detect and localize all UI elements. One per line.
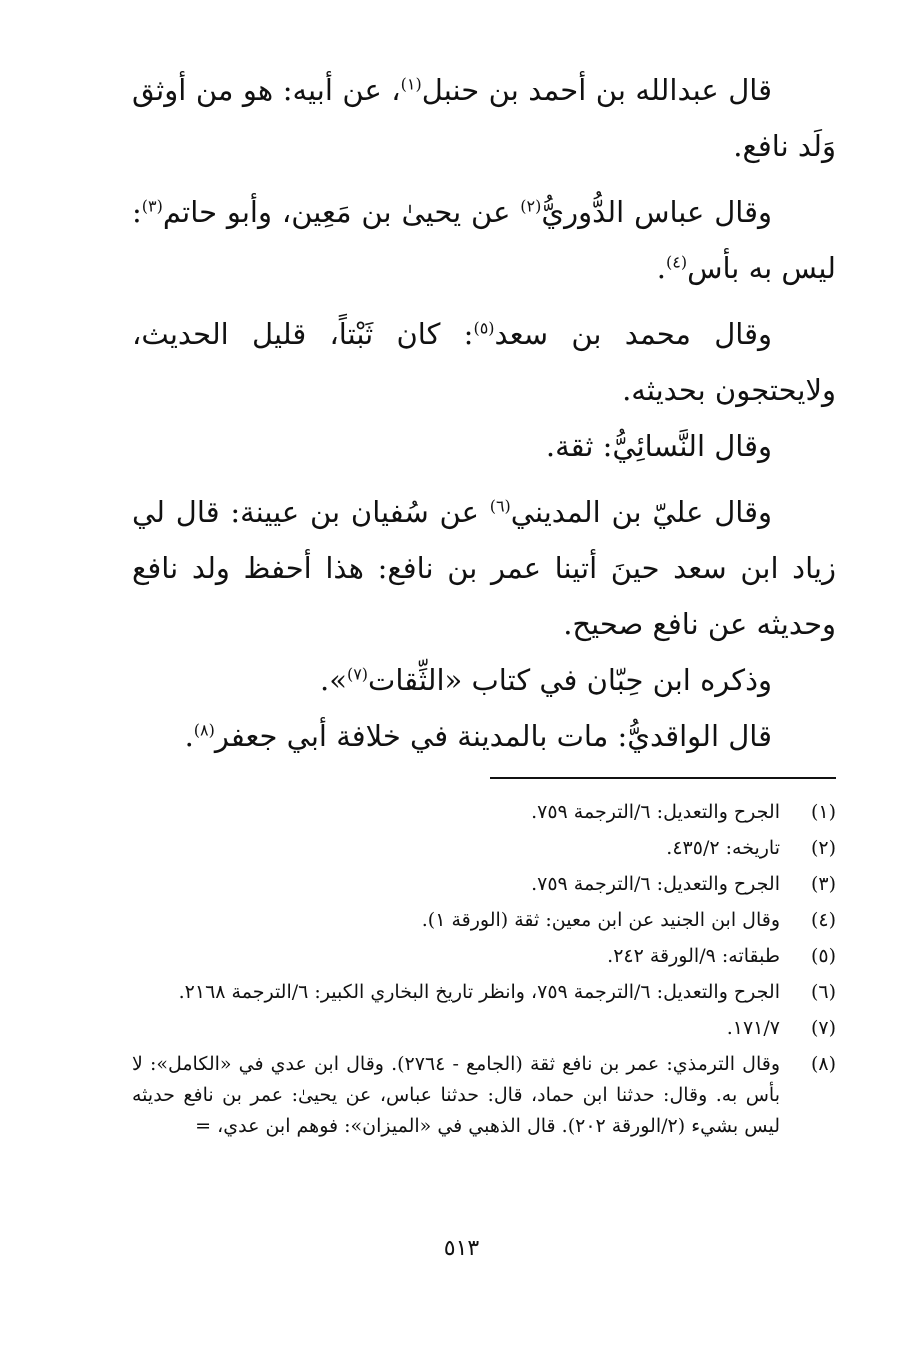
footnote-text: الجرح والتعديل: ٦/الترجمة ٧٥٩. <box>531 873 780 895</box>
footnote-item <box>132 905 836 936</box>
main-text <box>132 62 836 764</box>
footnote-ref-5[interactable]: (٥) <box>473 318 495 338</box>
text-segment: عن سُفيان بن عيينة: قال لي زياد ابن سعد حينَ أتينا عمر بن نافع: هذا أحفظ ولد نافع وحديثه عن نافع صحيح. <box>132 495 836 641</box>
footnote-text: الجرح والتعديل: ٦/الترجمة ٧٥٩، وانظر تاريخ البخاري الكبير: ٦/الترجمة ٢١٦٨. <box>178 981 780 1003</box>
paragraph-5 <box>132 484 836 652</box>
paragraph-2 <box>132 184 836 296</box>
footnote-item <box>132 833 836 864</box>
footnote-ref-4[interactable]: (٤) <box>665 252 688 272</box>
text-segment: قال عبدالله بن أحمد بن حنبل <box>421 73 772 107</box>
text-segment: وقال عباس الدُّوريُّ <box>541 195 772 229</box>
footnote-text: الجرح والتعديل: ٦/الترجمة ٧٥٩. <box>531 801 780 823</box>
footnote-number: (٧) <box>810 1017 836 1039</box>
footnote-text: طبقاته: ٩/الورقة ٢٤٢. <box>607 945 780 967</box>
footnote-ref-7[interactable]: (٧) <box>346 664 369 684</box>
footnote-number: (٥) <box>810 945 836 967</box>
footnote-item <box>132 977 836 1008</box>
footnote-item <box>132 869 836 900</box>
text-segment: ». <box>319 663 347 697</box>
footnotes <box>132 797 836 1147</box>
footnote-ref-1[interactable]: (١) <box>400 74 422 94</box>
footnote-ref-6[interactable]: (٦) <box>489 496 511 516</box>
footnote-text: تاريخه: ٤٣٥/٢. <box>666 837 780 859</box>
footnote-number: (١) <box>810 801 836 823</box>
text-segment: عن يحيىٰ بن مَعِين، وأبو حاتم <box>162 195 521 229</box>
text-segment: وقال النَّسائِيُّ: ثقة. <box>545 429 772 463</box>
footnote-item <box>132 941 836 972</box>
text-segment: ، عن أبيه: هو من أوثق وَلَد نافع. <box>132 73 836 163</box>
text-segment: وقال عليّ بن المديني <box>510 495 772 529</box>
footnote-text: وقال الترمذي: عمر بن نافع ثقة (الجامع - ٢٧٦٤). وقال ابن عدي في «الكامل»: لا بأس به. وقال: حدثنا ابن حماد، قال: حدثنا عباس، عن يحيىٰ: عمر بن نافع حديثه ليس بشيء (٢/الورقة ٢٠٢). قال الذهبي في «الميزان»: فوهم ابن عدي، = <box>132 1053 780 1137</box>
text-segment: قال الواقديُّ: مات بالمدينة في خلافة أبي جعفر <box>214 719 772 753</box>
text-segment: وذكره ابن حِبّان في كتاب «الثِّقات <box>368 663 772 697</box>
footnote-ref-3[interactable]: (٣) <box>141 196 163 216</box>
footnote-divider <box>490 777 836 779</box>
footnote-item <box>132 797 836 828</box>
footnote-text: وقال ابن الجنيد عن ابن معين: ثقة (الورقة ١). <box>421 909 780 931</box>
text-segment: . <box>656 251 666 285</box>
paragraph-6 <box>132 652 836 708</box>
text-segment: : ليس به بأس <box>132 195 836 285</box>
footnote-number: (٨) <box>810 1053 836 1075</box>
paragraph-7 <box>132 708 836 764</box>
footnote-number: (٣) <box>810 873 836 895</box>
text-segment: : كان ثَبْتاً، قليل الحديث، ولايحتجون بحديثه. <box>132 317 836 407</box>
paragraph-4 <box>132 418 836 474</box>
footnote-number: (٢) <box>810 837 836 859</box>
paragraph-1 <box>132 62 836 174</box>
text-segment: وقال محمد بن سعد <box>494 317 773 351</box>
footnote-text: ١٧١/٧. <box>726 1017 780 1039</box>
footnote-number: (٤) <box>810 909 836 931</box>
footnote-ref-2[interactable]: (٢) <box>520 196 542 216</box>
text-segment: . <box>184 719 194 753</box>
footnote-item <box>132 1049 836 1142</box>
paragraph-3 <box>132 306 836 418</box>
footnote-number: (٦) <box>810 981 836 1003</box>
page-number: ٥١٣ <box>443 1236 480 1261</box>
footnote-item <box>132 1013 836 1044</box>
footnote-ref-8[interactable]: (٨) <box>193 720 215 740</box>
